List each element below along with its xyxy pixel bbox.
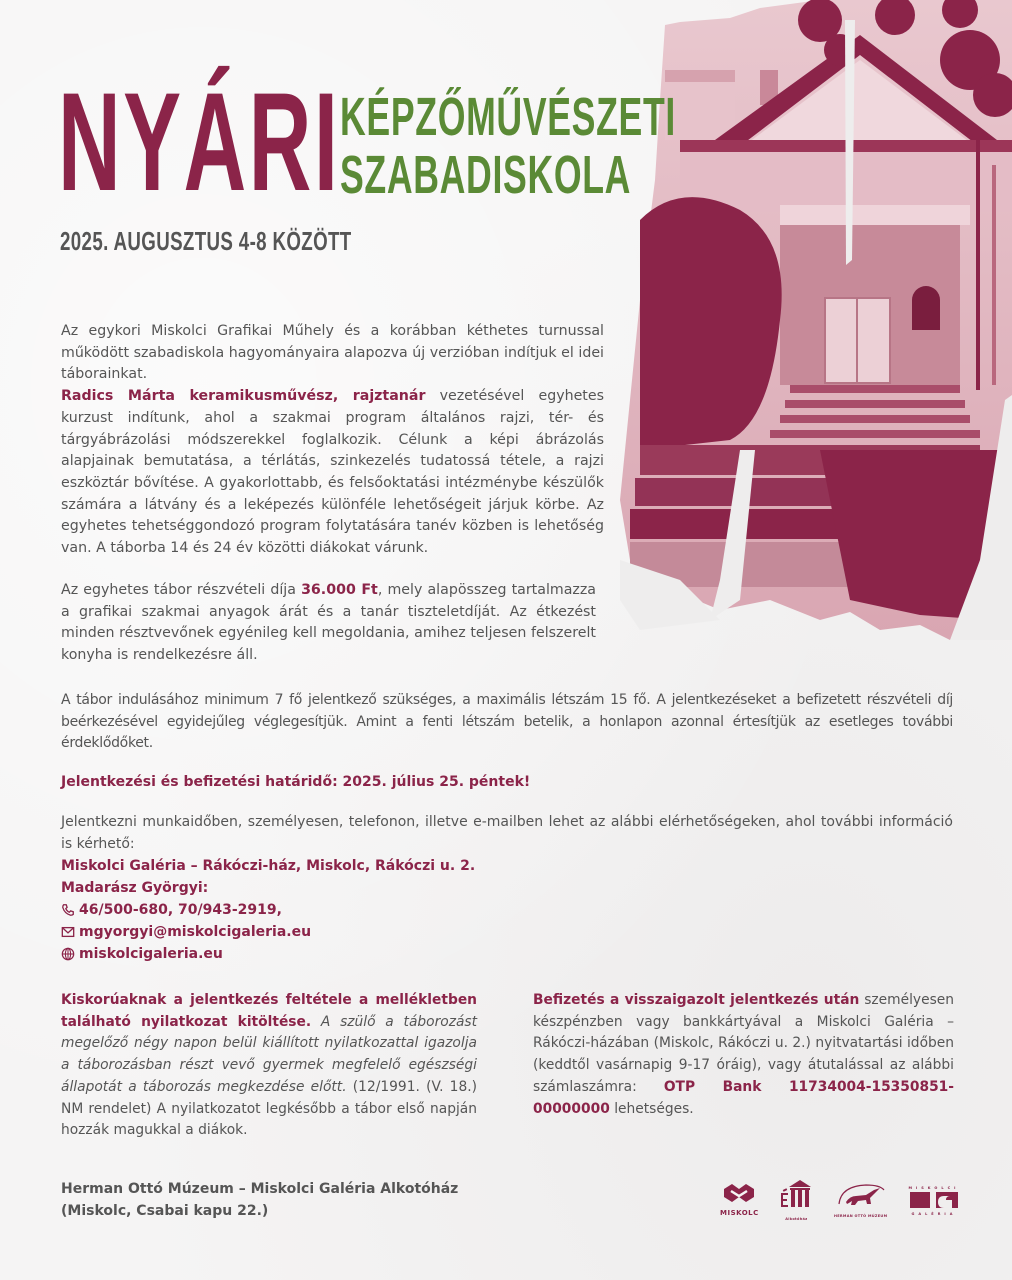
footer-address-line-1: Herman Ottó Múzeum – Miskolci Galéria Alkotóház [61, 1181, 459, 1197]
house-photo [620, 0, 1012, 640]
minors-italic-text: A szülő a táborozást megelőző négy napon belül kiállított nyilatkozattal igazolja a táborozásban részt vevő gyermek megfelelő egészségi állapotát a táborozás megkezdése előtt. [61, 1013, 478, 1095]
intro-paragraph-1: Az egykori Miskolci Grafikai Műhely és a korábban kéthetes turnussal működött szabadiskola hagyományaira alapozva új verzióban indítjuk el idei táborainkat. [61, 323, 604, 383]
herman-otto-muzeum-logo [834, 1182, 887, 1218]
contact-intro: Jelentkezni munkaidőben, személyesen, telefonon, illetve e-mailben lehet az alábbi elérhetőségeken, ahol további információ is kérhető: [61, 814, 953, 852]
title-main: NYÁRI [58, 63, 341, 220]
contact-website[interactable] [61, 943, 953, 965]
intro-paragraph-2-text: vezetésével egyhetes kurzust indítunk, ahol a szakmai program általános rajzi, tér- és tárgyábrázolási módszerekkel foglalkozik. Célunk a képi ábrázolás alapjainak bemutatása, a térlátás, szinkezelés tudatossá tétele, a rajzi eszköztár bővítése. A gyakorlottabb, és felsőoktatási intézménybe készülők számára a látvány és a leképezés különféle lehetőségeit járjuk körbe. Az egyhetes tehetséggondozó program folytatására tanév közben is lehetőség van. A táborba 14 és 24 év közötti diákokat várunk. [61, 388, 604, 557]
minors-text: (12/1991. (V. 18.) NM rendelet) A nyilatkozatot legkésőbb a tábor első napján hozzák magukkal a diákok. [61, 1078, 478, 1139]
subtitle-line-2: SZABADISKOLA [340, 145, 632, 205]
payment-text-end: lehetséges. [609, 1100, 694, 1117]
website-link[interactable]: miskolcigaleria.eu [79, 945, 223, 962]
miskolc-logo-label: MISKOLC [720, 1209, 759, 1217]
galeria-logo-label-top: MISKOLCI [908, 1186, 960, 1190]
minors-paragraph [61, 990, 477, 1142]
phone-icon [61, 903, 75, 917]
footer-address-line-2: (Miskolc, Csabai kapu 22.) [61, 1203, 269, 1219]
email-link[interactable]: mgyorgyi@miskolcigaleria.eu [79, 923, 312, 940]
intro-paragraph-2 [61, 386, 604, 560]
deadline-notice: Jelentkezési és befizetési határidő: 2025. július 25. péntek! [61, 774, 531, 790]
galeria-logo-label-bottom: GALÉRIA [911, 1212, 957, 1216]
contact-section [61, 812, 953, 965]
miskolc-logo [720, 1183, 759, 1217]
minors-section [61, 990, 477, 1142]
minors-requirement: Kiskorúaknak a jelentkezés feltétele a mellékletben található nyilatkozat kitöltése. [61, 992, 477, 1030]
event-date: 2025. AUGUSZTUS 4-8 KÖZÖTT [60, 226, 352, 256]
emi-logo-label: Alkotóház [785, 1217, 808, 1221]
fee-text-after: , mely alapösszeg tartalmazza a grafikai szakmai anyagok árát és a tanár tiszteletdíját. Az étkezést minden résztvevőnek egyénileg kell megoldania, amihez teljesen felszerelt konyha is rendelkezésre áll. [61, 582, 596, 664]
mail-icon [61, 925, 75, 939]
contact-address: Miskolci Galéria – Rákóczi-ház, Miskolc, Rákóczi u. 2. [61, 857, 476, 874]
emi-logo [779, 1179, 813, 1221]
teacher-name: Radics Márta keramikusművész, rajztanár [61, 388, 426, 405]
footer-address [61, 1178, 458, 1222]
contact-person: Madarász Györgyi: [61, 879, 209, 896]
herman-otto-muzeum-logo-label: HERMAN OTTÓ MÚZEUM [834, 1214, 888, 1218]
contact-phone[interactable] [61, 899, 953, 921]
fee-text-before: Az egyhetes tábor részvételi díja [61, 582, 302, 598]
payment-section [533, 990, 954, 1120]
intro-section [61, 321, 604, 560]
fee-amount: 36.000 Ft [301, 582, 378, 598]
phone-numbers[interactable]: 46/500-680, 70/943-2919, [79, 901, 282, 918]
fee-paragraph [61, 580, 596, 667]
participants-section: A tábor indulásához minimum 7 fő jelentkező szükséges, a maximális létszám 15 fő. A jelentkezéseket a befizetett részvételi díj beérkezésével egyidejűleg véglegesítjük. Amint a fenti létszám betelik, a honlapon azonnal értesítjük az esetleges további érdeklődőket. [61, 692, 953, 752]
bank-account: OTP Bank 11734004-15350851-00000000 [533, 1078, 954, 1117]
subtitle-line-1: KÉPZŐMŰVÉSZETI [340, 87, 676, 147]
globe-icon [61, 947, 75, 961]
payment-heading: Befizetés a visszaigazolt jelentkezés után [533, 992, 860, 1008]
title-subtitle [340, 88, 676, 204]
payment-paragraph [533, 990, 954, 1120]
partner-logos [720, 1176, 960, 1224]
fee-section [61, 580, 596, 667]
contact-email[interactable] [61, 921, 953, 943]
miskolci-galeria-logo [908, 1184, 960, 1216]
payment-text: személyesen készpénzben vagy bankkártyával a Miskolci Galéria – Rákóczi-házában (Miskolc, Rákóczi u. 2.) nyitvatartási időben (keddtől vasárnapig 9-17 óráig), vagy átutalással az alábbi számlaszámra: [533, 992, 954, 1095]
